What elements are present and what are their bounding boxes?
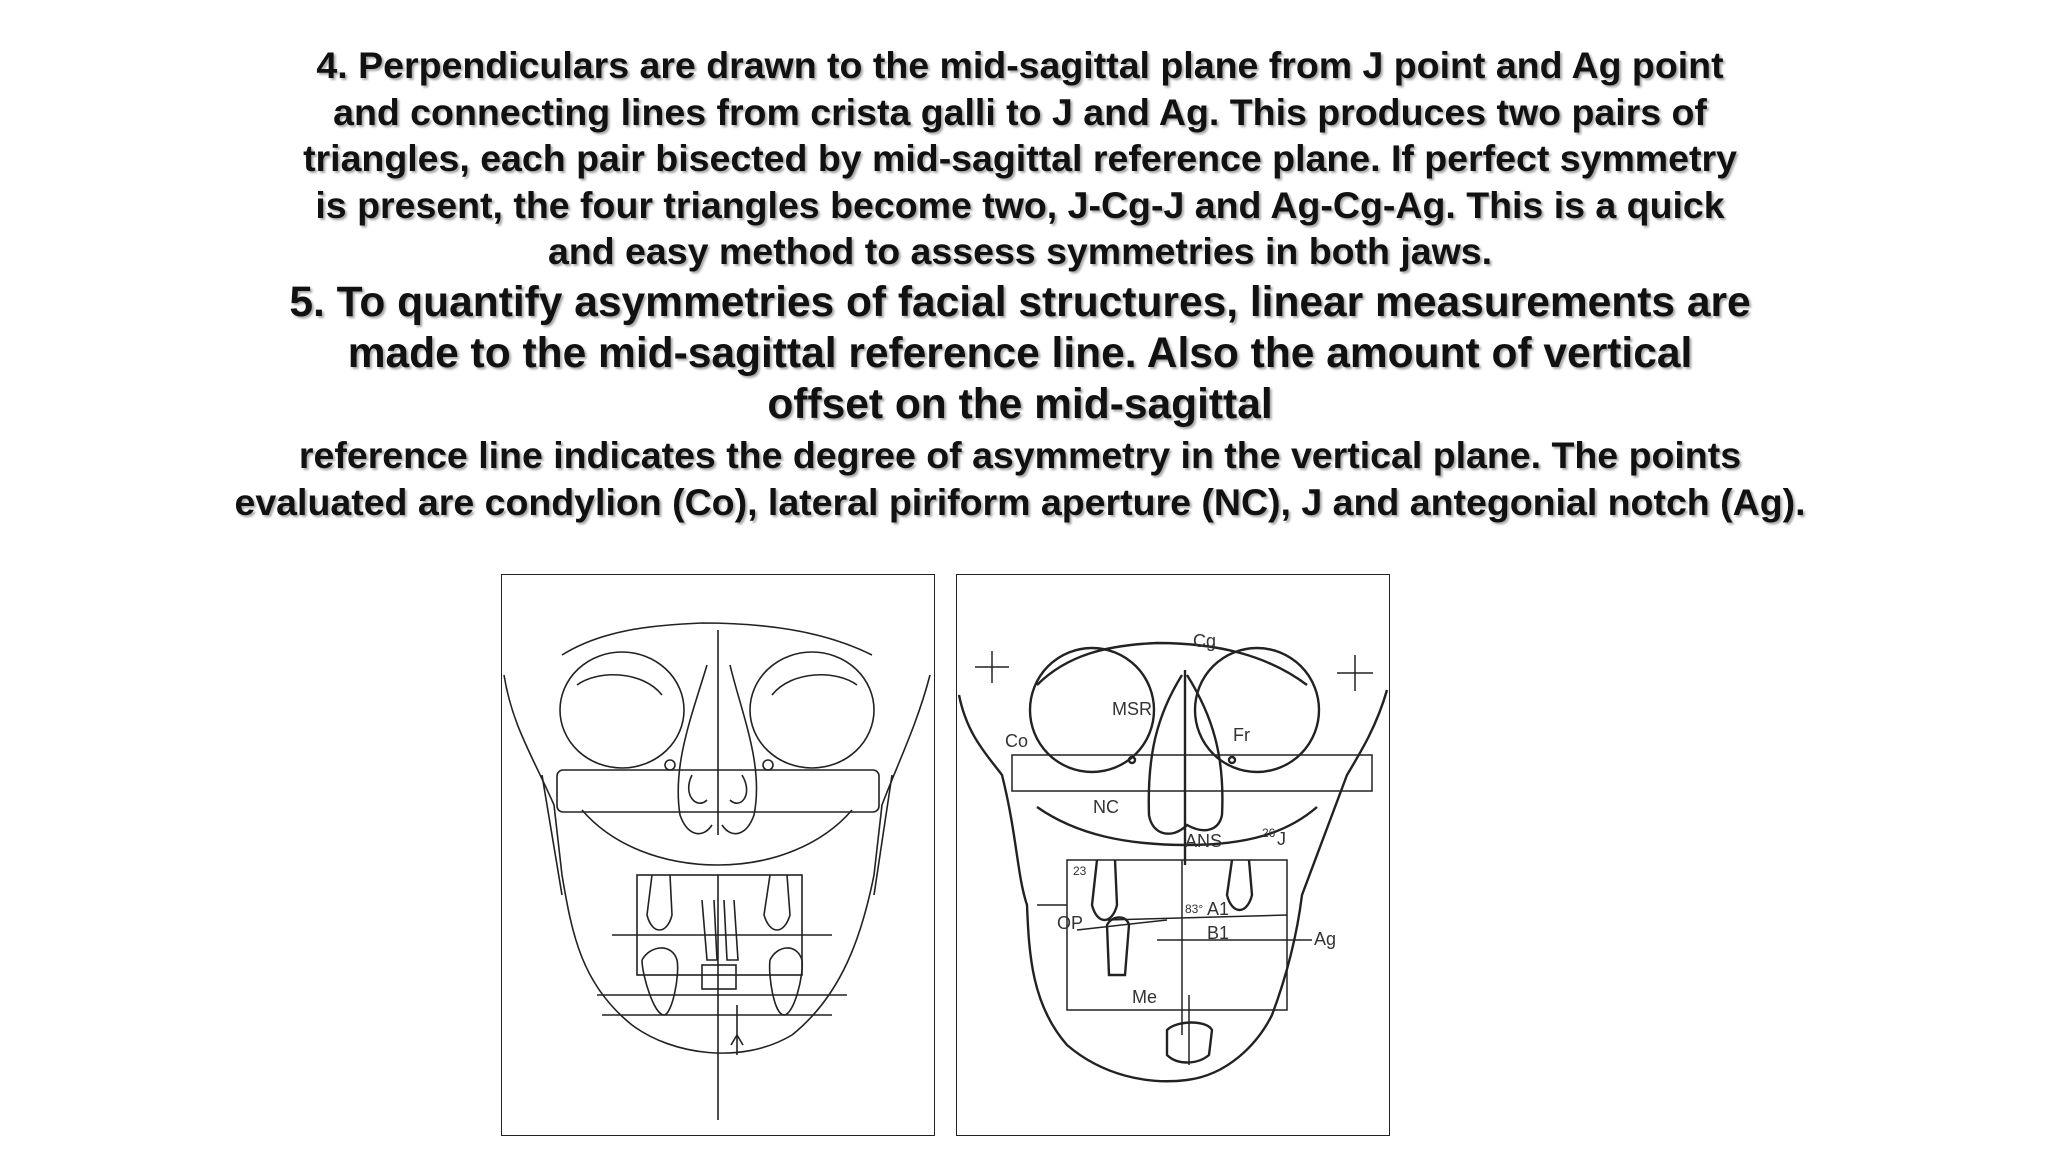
label-msr: MSR bbox=[1112, 699, 1152, 719]
label-ans: ANS bbox=[1185, 831, 1223, 851]
paragraph-5-line: 5. To quantify asymmetries of facial structures, linear measurements are bbox=[289, 279, 1751, 326]
skull-tracing-drawing bbox=[502, 575, 934, 1135]
paragraph-4-line: 4. Perpendiculars are drawn to the mid-sagittal plane from J point and Ag point bbox=[316, 44, 1724, 86]
paragraph-5-line: reference line indicates the degree of asymmetry in the vertical plane. The points bbox=[298, 434, 1742, 476]
skull-tracing-figure-left bbox=[501, 574, 935, 1136]
label-me: Me bbox=[1132, 987, 1158, 1007]
paragraph-5-line: evaluated are condylion (Co), lateral piriform aperture (NC), J and antegonial notch (Ag). bbox=[234, 480, 1806, 523]
paragraph-4-line: and easy method to assess symmetries in both jaws. bbox=[547, 230, 1493, 272]
paragraph-4-line: and connecting lines from crista galli to J and Ag. This produces two pairs of bbox=[333, 90, 1707, 133]
paragraph-5-line: made to the mid-sagittal reference line. Also the amount of vertical bbox=[347, 330, 1693, 377]
paragraph-5-body bbox=[160, 432, 1880, 525]
label-nc: NC bbox=[1093, 797, 1119, 817]
paragraph-4 bbox=[160, 42, 1880, 275]
annotated-skull-tracing-drawing bbox=[957, 575, 1389, 1135]
skull-tracing-figure-right bbox=[956, 574, 1390, 1136]
label-ag: Ag bbox=[1314, 929, 1337, 949]
label-cg: Cg bbox=[1193, 631, 1217, 651]
label-26: 26 bbox=[1262, 826, 1276, 840]
paragraph-5-heading bbox=[160, 277, 1880, 430]
label-j: J bbox=[1277, 829, 1286, 849]
label-23: 23 bbox=[1073, 864, 1087, 878]
label-angle: 83° bbox=[1185, 902, 1204, 916]
paragraph-5-line: offset on the mid-sagittal bbox=[767, 381, 1273, 428]
label-b1: B1 bbox=[1207, 923, 1230, 943]
label-op: OP bbox=[1057, 913, 1084, 933]
paragraph-4-line: is present, the four triangles become two, J-Cg-J and Ag-Cg-Ag. This is a quick bbox=[315, 183, 1725, 226]
label-co: Co bbox=[1005, 731, 1029, 751]
label-fr: Fr bbox=[1233, 725, 1250, 745]
label-a1: A1 bbox=[1207, 899, 1230, 919]
paragraph-4-line: triangles, each pair bisected by mid-sagittal reference plane. If perfect symmetry bbox=[303, 137, 1737, 179]
